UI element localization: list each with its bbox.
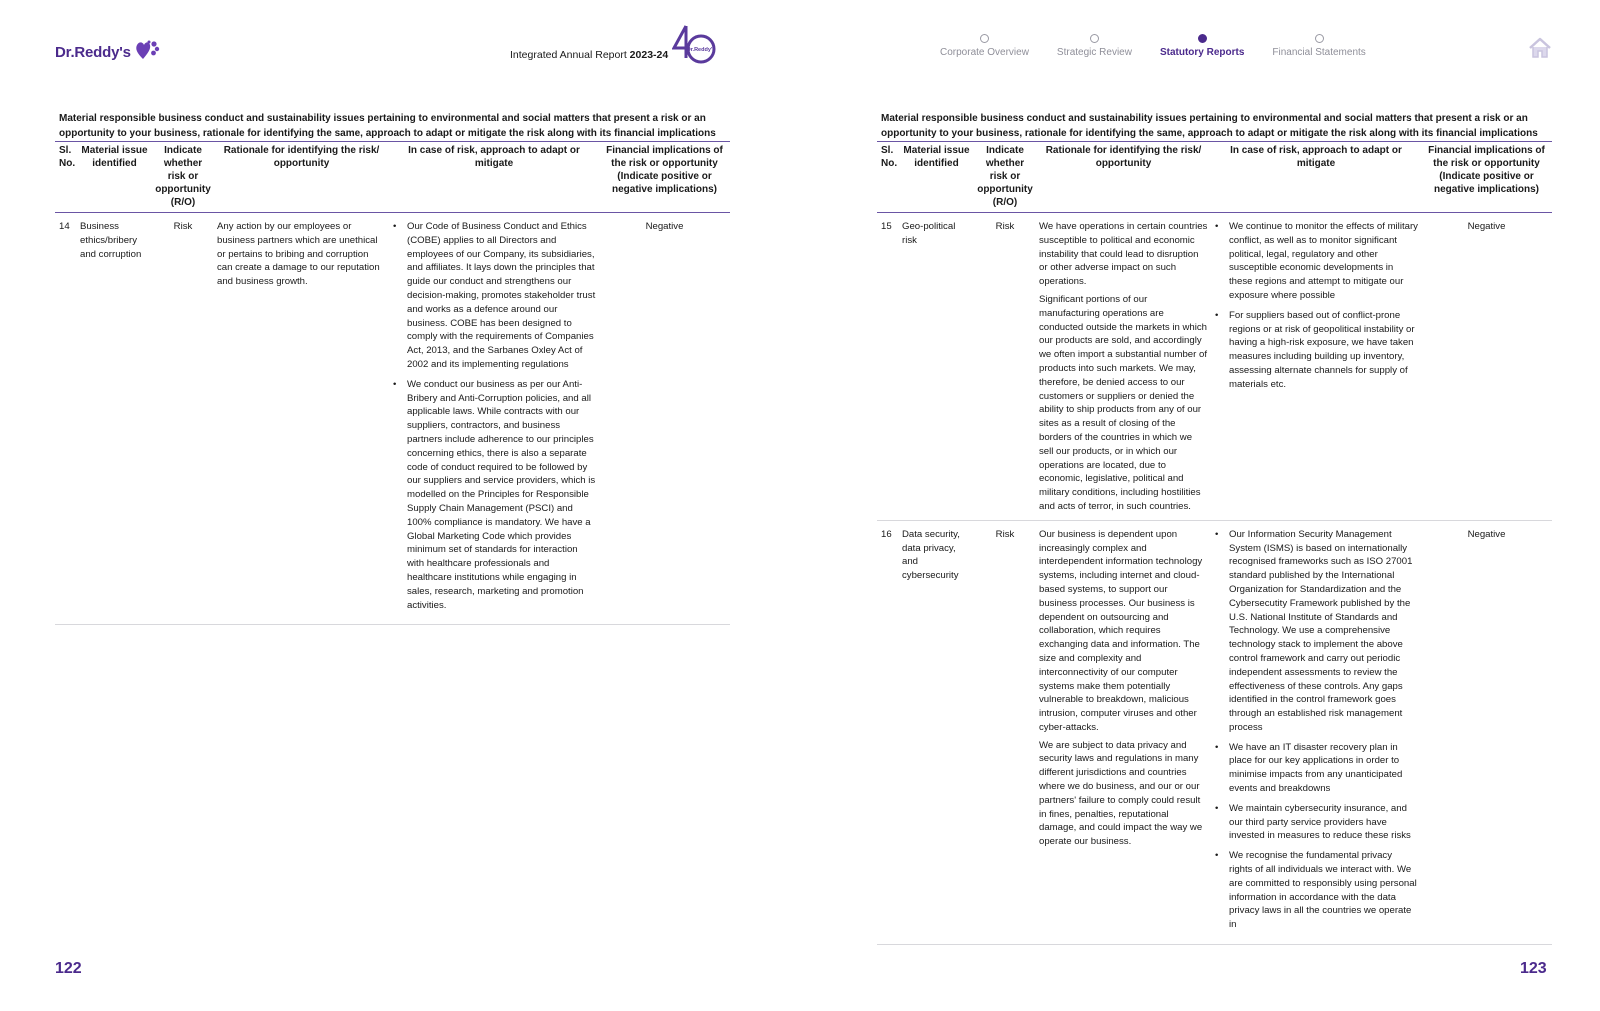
home-icon[interactable]	[1528, 37, 1552, 64]
cell-sl: 15	[877, 213, 899, 521]
col-header-rationale: Rationale for identifying the risk/ opportunity	[214, 142, 389, 213]
col-header-financial: Financial implications of the risk or opportunity (Indicate positive or negative implications)	[1421, 142, 1552, 213]
cell-ro: Risk	[974, 213, 1036, 521]
col-header-issue: Material issue identified	[77, 142, 152, 213]
nav-dot-icon	[980, 34, 989, 43]
nav-corporate-overview[interactable]	[940, 34, 1029, 58]
drreddys-logo	[55, 39, 160, 66]
table-row	[55, 213, 730, 625]
col-header-sl: Sl. No.	[55, 142, 77, 213]
col-header-approach: In case of risk, approach to adapt or mitigate	[1211, 142, 1421, 213]
rationale-paragraph: Our business is dependent upon increasingly complex and interdependent information technology systems, including internet and cloud-based systems, to support our business processes. Our business is dependent on outsourcing and collaboration, which requires exchanging data and information. The size and complexity and interconnectivity of our computer systems make them potentially vulnerable to breakdown, malicious intrusion, computer viruses and other cyber-attacks.	[1039, 528, 1203, 733]
nav-dot-icon	[1090, 34, 1099, 43]
nav-label: Statutory Reports	[1159, 47, 1245, 58]
cell-sl: 14	[55, 213, 77, 625]
rationale-paragraph: Significant portions of our manufacturing operations are conducted outside the markets in which our products are sold, and accordingly we often import a substantial number of products into such markets. We may, therefore, be denied access to our customers or suppliers or denied the ability to ship products from any of our sites as a result of closing of the borders of the countries in which we sell our products, or in which our operations are located, due to economic, legislative, political and military conditions, including hostilities and acts of terror, in such countries.	[1039, 293, 1207, 512]
risk-table-right	[877, 141, 1552, 945]
rationale-paragraph: Any action by our employees or business partners which are unethical or pertains to bribing and corruption can create a damage to our reputation and business growth.	[217, 221, 380, 288]
approach-list	[392, 220, 596, 612]
col-header-ro: Indicate whether risk or opportunity (R/O)	[974, 142, 1036, 213]
list-item: • For suppliers based out of conflict-prone regions or at risk of geopolitical instability or having a high-risk exposure, we have taken measures including building up inventory, assessing alternate channels for supply of materials etc.	[1214, 309, 1418, 392]
list-item: • We recognise the fundamental privacy rights of all individuals we interact with. We are committed to responsibly using personal information in accordance with the data privacy laws in all the countries we operate in	[1214, 849, 1418, 932]
table-header-row	[877, 142, 1552, 213]
nav-strategic-review[interactable]	[1057, 34, 1132, 58]
col-header-ro: Indicate whether risk or opportunity (R/O)	[152, 142, 214, 213]
cell-financial: Negative	[599, 213, 730, 625]
approach-list	[1214, 220, 1418, 392]
nav-label: Strategic Review	[1056, 47, 1132, 58]
list-item: • Our Code of Business Conduct and Ethics (COBE) applies to all Directors and employees of our Company, its subsidiaries, and affiliates. It lays down the principles that guide our conduct and strengthens our decision-making, promotes stakeholder trust and works as a defence around our business. COBE has been designed to comply with the requirements of Companies Act, 2013, and the Sarbanes Oxley Act of 2002 and its implementing regulations	[392, 220, 596, 372]
col-header-financial: Financial implications of the risk or opportunity (Indicate positive or negative implications)	[599, 142, 730, 213]
table-heading: Material responsible business conduct and sustainability issues pertaining to environmental and social matters that present a risk or an opportunity to your business, rationale for identifying the same, approach to adapt or mitigate the risk along with its financial implications	[881, 113, 1538, 139]
cell-issue: Geo-political risk	[899, 213, 974, 521]
table-header-row	[55, 142, 730, 213]
list-item: • We have an IT disaster recovery plan in place for our key applications in order to minimise impacts from any unanticipated events and breakdowns	[1214, 741, 1418, 796]
nav-dot-active-icon	[1198, 34, 1207, 43]
nav-dot-icon	[1315, 34, 1324, 43]
report-title-plain: Integrated Annual Report	[510, 49, 630, 61]
page-number-right: 123	[1520, 960, 1547, 977]
table-row	[877, 520, 1552, 944]
nav-financial-statements[interactable]	[1272, 34, 1365, 58]
cell-ro: Risk	[152, 213, 214, 625]
list-item: • Our Information Security Management System (ISMS) is based on internationally recognised frameworks such as ISO 27001 standard published by the International Organization for Standardization and the Cybersecutity Framework published by the U.S. National Institute of Standards and Technology. We use a comprehensive technology stack to implement the above control framework and carry out periodic independent assessments to review the effectiveness of these controls. Any gaps identified in the control framework goes through an established risk management process	[1214, 528, 1418, 735]
nav-label: Financial Statements	[1272, 47, 1366, 58]
cell-approach	[389, 213, 599, 625]
risk-table-left	[55, 141, 730, 625]
report-title-year: 2023-24	[629, 49, 669, 61]
table-heading: Material responsible business conduct and sustainability issues pertaining to environmental and social matters that present a risk or an opportunity to your business, rationale for identifying the same, approach to adapt or mitigate the risk along with its financial implications	[59, 113, 716, 139]
approach-list	[1214, 528, 1418, 932]
cell-issue: Business ethics/bribery and corruption	[77, 213, 152, 625]
cell-approach	[1211, 213, 1421, 521]
list-item: • We maintain cybersecurity insurance, and our third party service providers have invested in measures to reduce these risks	[1214, 802, 1418, 843]
cell-rationale	[1036, 213, 1211, 521]
nav-statutory-reports[interactable]	[1160, 34, 1244, 58]
page-number-left: 122	[55, 960, 82, 977]
badge-text: Dr.Reddy's	[686, 47, 716, 53]
right-page	[877, 112, 1552, 945]
col-header-issue: Material issue identified	[899, 142, 974, 213]
cell-ro: Risk	[974, 520, 1036, 944]
logo-text: Dr.Reddy's	[55, 44, 131, 61]
rationale-paragraph: We are subject to data privacy and security laws and regulations in many different jurisdictions and countries where we do business, and our or our partners' failure to comply could result in fines, penalties, reputational damage, and could impact the way we operate our business.	[1039, 739, 1203, 848]
list-item: • We continue to monitor the effects of military conflict, as well as to monitor significant political, legal, regulatory and other susceptible economic developments in these regions and attempt to mitigate our exposure where possible	[1214, 220, 1418, 303]
drreddys-logo-icon	[134, 39, 160, 66]
nav-label: Corporate Overview	[940, 47, 1029, 58]
report-title	[510, 49, 668, 61]
cell-approach	[1211, 520, 1421, 944]
col-header-approach: In case of risk, approach to adapt or mitigate	[389, 142, 599, 213]
cell-issue: Data security, data privacy, and cybersecurity	[899, 520, 974, 944]
cell-sl: 16	[877, 520, 899, 944]
cell-financial: Negative	[1421, 213, 1552, 521]
left-page	[55, 112, 730, 625]
cell-rationale	[1036, 520, 1211, 944]
section-nav	[940, 34, 1394, 58]
col-header-rationale: Rationale for identifying the risk/ opportunity	[1036, 142, 1211, 213]
cell-financial: Negative	[1421, 520, 1552, 944]
40-years-badge-icon	[672, 24, 716, 71]
rationale-paragraph: We have operations in certain countries susceptible to political and economic instability that could lead to disruption or other adverse impact on such operations.	[1039, 221, 1208, 288]
list-item: • We conduct our business as per our Anti-Bribery and Anti-Corruption policies, and all applicable laws. While contracts with our suppliers, contractors, and business partners include adherence to our principles concerning ethics, there is also a separate code of conduct required to be followed by our suppliers and service providers, which is modelled on the Principles for Responsible Supply Chain Management (PSCI) and 100% compliance is mandatory. We have a Global Marketing Code which provides minimum set of standards for interaction with healthcare professionals and healthcare institutions while engaging in sales, research, marketing and promotion activities.	[392, 378, 596, 613]
table-row	[877, 213, 1552, 521]
col-header-sl: Sl. No.	[877, 142, 899, 213]
cell-rationale	[214, 213, 389, 625]
